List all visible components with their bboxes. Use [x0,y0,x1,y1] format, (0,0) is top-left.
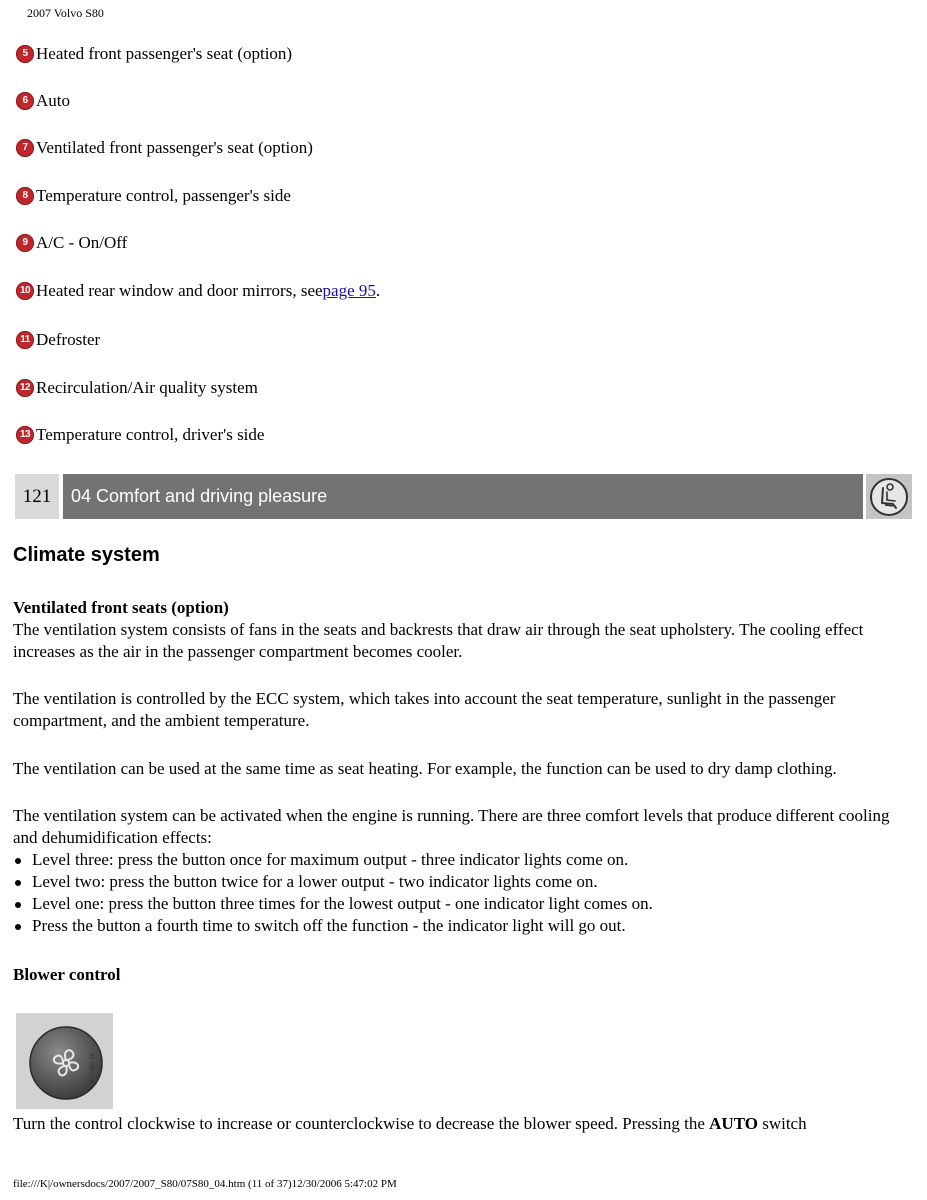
number-badge: 5 [16,45,34,63]
legend-item [16,233,127,253]
document-title: 2007 Volvo S80 [27,6,104,20]
number-badge: 11 [16,331,34,349]
legend-item [16,138,313,158]
legend-item [16,91,70,111]
number-badge: 13 [16,426,34,444]
section-title: 04 Comfort and driving pleasure [63,474,863,519]
legend-text: Heated rear window and door mirrors, see [36,281,323,300]
paragraph: The ventilation system consists of fans in the seats and backrests that draw air through the seat upholstery. The cooling effect increases as the air in the passenger compartment becomes cooler. [13,620,864,661]
paragraph: The ventilation can be used at the same time as seat heating. For example, the function can be used to dry damp clothing. [13,759,837,778]
legend-item [16,186,291,206]
number-badge: 8 [16,187,34,205]
legend-text: Ventilated front passenger's seat (option) [36,138,313,157]
legend-item [16,378,258,398]
paragraph: The ventilation system can be activated when the engine is running. There are three comfort levels that produce different cooling and dehumidification effects: [13,806,890,847]
legend-text-end: . [375,281,381,300]
legend-item [16,44,292,64]
comfort-levels-list [13,849,653,937]
list-item: Level two: press the button twice for a lower output - two indicator lights come on. [13,871,653,893]
paragraph [13,1113,913,1135]
list-item: Level one: press the button three times for the lowest output - one indicator light comes on. [13,893,653,915]
number-badge: 9 [16,234,34,252]
image-code: 870 450 56 [90,1052,96,1083]
footer-file-path: file:///K|/ownersdocs/2007/2007_S80/07S80_04.htm (11 of 37)12/30/2006 5:47:02 PM [13,1178,397,1190]
number-badge: 12 [16,379,34,397]
section-header-bar [15,474,912,519]
subheading-blower-control: Blower control [13,965,121,984]
page-95-link[interactable]: page 95 [322,281,376,300]
legend-item [16,281,380,301]
legend-text: Recirculation/Air quality system [36,378,258,397]
list-item: Level three: press the button once for maximum output - three indicator lights come on. [13,849,653,871]
legend-text: Defroster [36,330,101,349]
subheading-ventilated-seats: Ventilated front seats (option) [13,598,229,617]
legend-text: A/C - On/Off [36,233,128,252]
legend-text: Heated front passenger's seat (option) [36,44,293,63]
paragraph: The ventilation is controlled by the ECC system, which takes into account the seat temperature, sunlight in the passenger compartment, and the ambient temperature. [13,689,836,730]
legend-item [16,425,264,445]
blower-control-image [16,1013,113,1109]
blower-text-end: switch [757,1114,807,1133]
legend-item [16,330,100,350]
list-item: Press the button a fourth time to switch off the function - the indicator light will go out. [13,915,653,937]
blower-text: Turn the control clockwise to increase or counterclockwise to decrease the blower speed. Pressing the [13,1114,710,1133]
legend-text: Temperature control, passenger's side [36,186,291,205]
legend-text: Temperature control, driver's side [36,425,265,444]
number-badge: 6 [16,92,34,110]
legend-text: Auto [36,91,70,110]
auto-term: AUTO [709,1114,758,1133]
page-heading: Climate system [13,544,160,566]
number-badge: 10 [16,282,34,300]
seat-person-icon [866,474,912,519]
number-badge: 7 [16,139,34,157]
page-number: 121 [15,474,59,519]
